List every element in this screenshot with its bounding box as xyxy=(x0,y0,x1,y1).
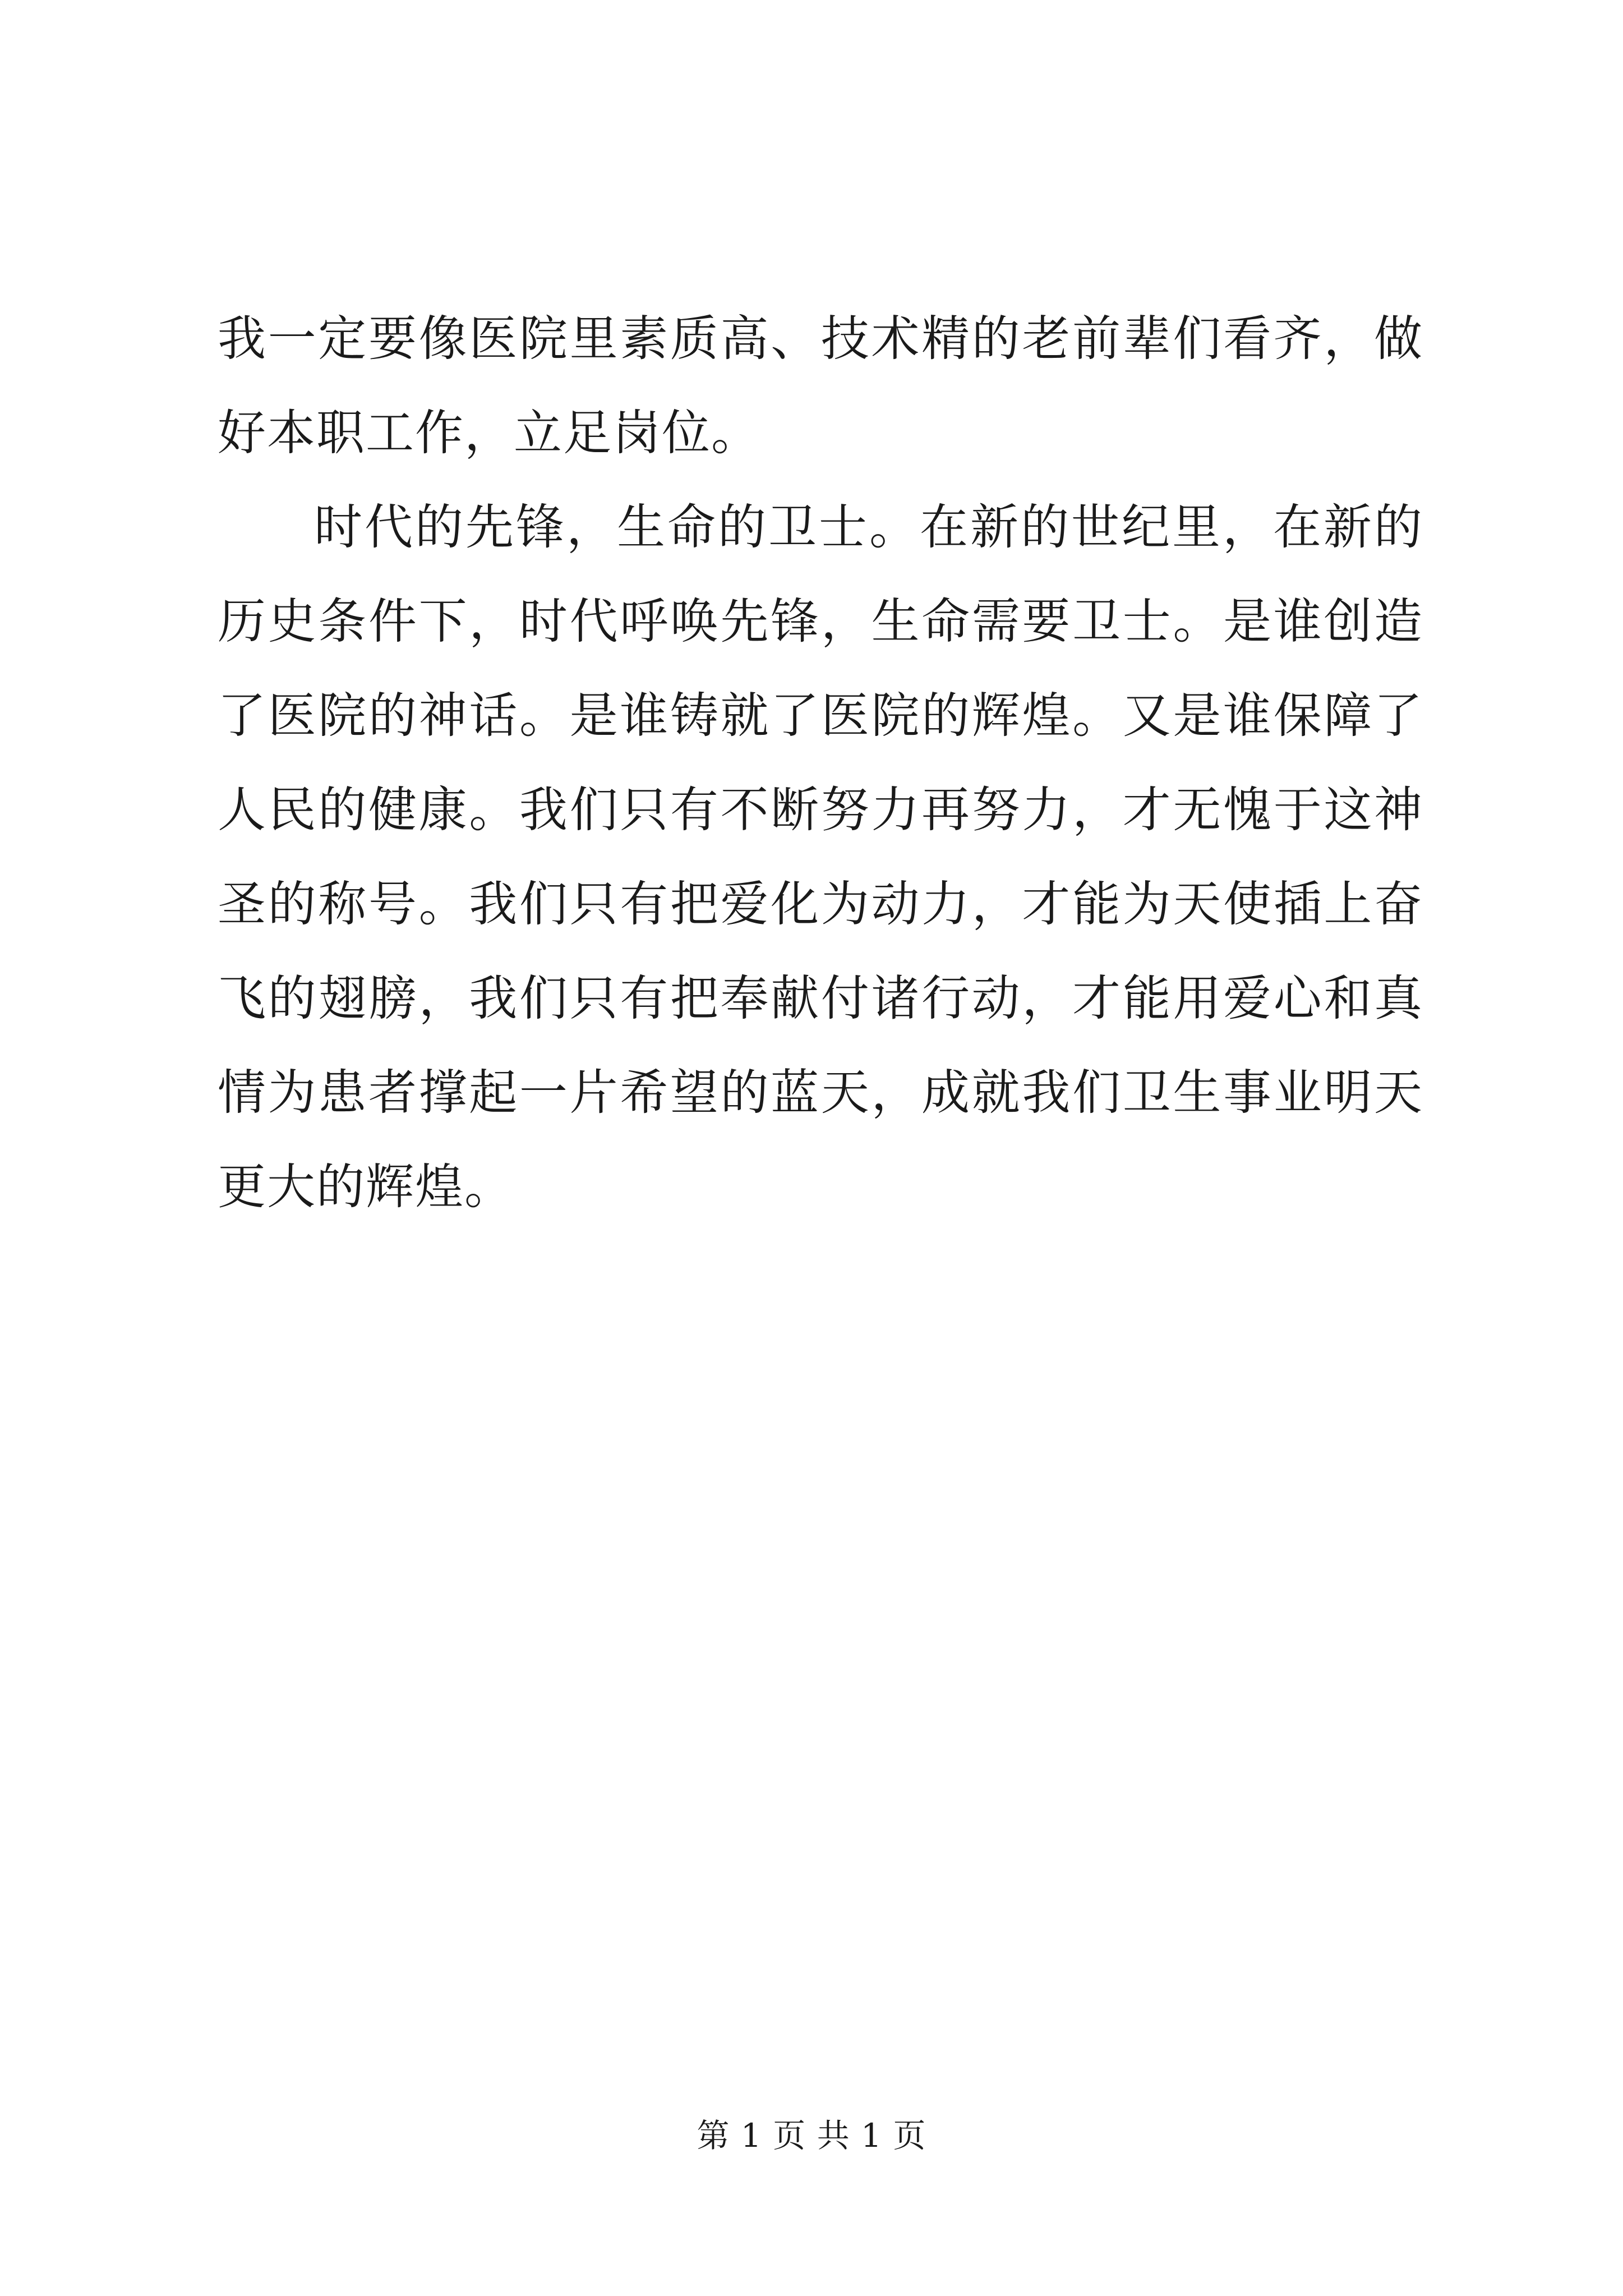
document-body xyxy=(218,292,1423,1234)
paragraph-1: 我一定要像医院里素质高、技术精的老前辈们看齐，做好本职工作，立足岗位。 xyxy=(218,311,1423,461)
page-footer: 第 1 页 共 1 页 xyxy=(697,2116,926,2155)
paragraph-2: 时代的先锋，生命的卫士。在新的世纪里，在新的历史条件下，时代呼唤先锋，生命需要卫士。是谁创造了医院的神话。是谁铸就了医院的辉煌。又是谁保障了人民的健康。我们只有不断努力再努力，才无愧于这神圣的称号。我们只有把爱化为动力，才能为天使插上奋飞的翅膀，我们只有把奉献付诸行动，才能用爱心和真情为患者撑起一片希望的蓝天，成就我们卫生事业明天更大的辉煌。 xyxy=(218,499,1423,1215)
